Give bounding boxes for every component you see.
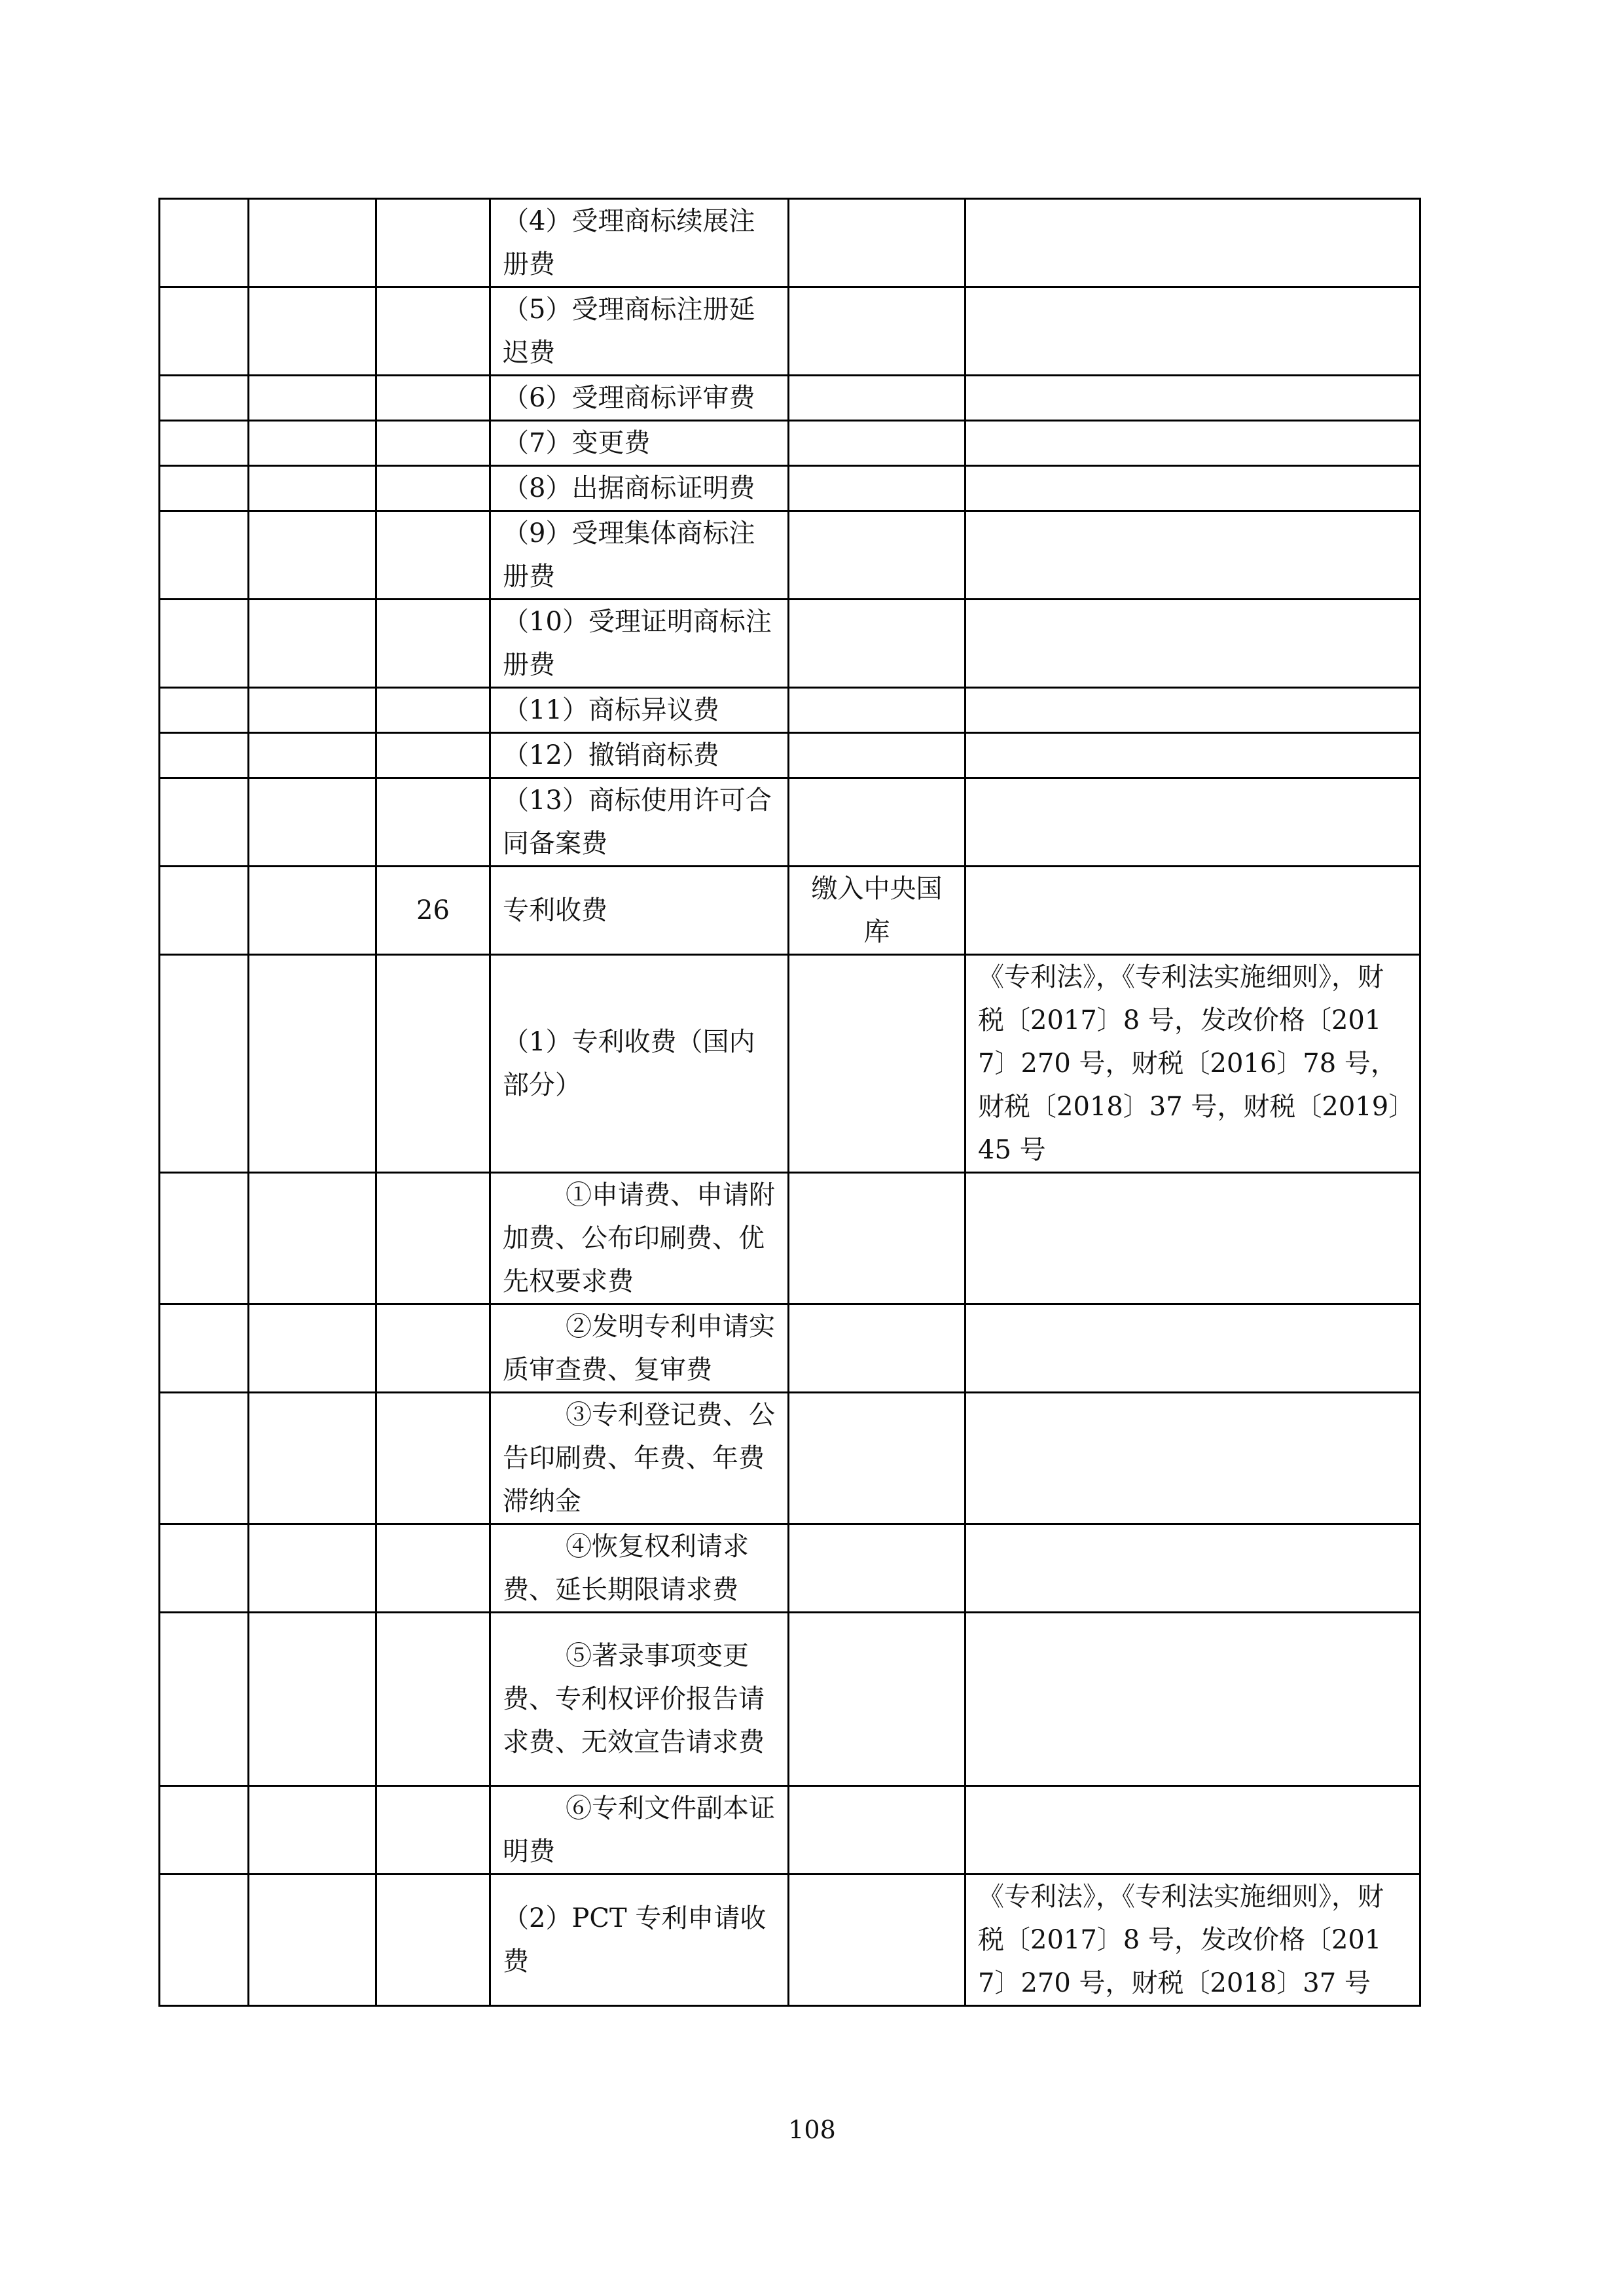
treasury-cell: [789, 1524, 965, 1613]
basis-cell: [965, 511, 1420, 600]
basis-cell: [965, 1786, 1420, 1874]
table-row: [160, 1874, 1420, 2006]
basis-cell: [965, 600, 1420, 688]
page-number: 108: [788, 2115, 836, 2144]
col-1-cell: [160, 287, 249, 376]
fee-name-cell: （6）受理商标评审费: [490, 376, 789, 421]
col-1-cell: [160, 688, 249, 733]
col-1-cell: [160, 466, 249, 511]
basis-cell: [965, 1173, 1420, 1304]
col-2-cell: [249, 199, 376, 287]
item-number-cell: [376, 1173, 490, 1304]
basis-cell: [965, 688, 1420, 733]
item-number-cell: [376, 287, 490, 376]
col-2-cell: [249, 1613, 376, 1786]
fee-name-cell: [490, 1304, 789, 1393]
basis-cell: 《专利法》，《专利法实施细则》，财税〔2017〕8 号，发改价格〔2017〕270 号，财税〔2016〕78 号，财税〔2018〕37 号，财税〔2019〕45 号: [965, 955, 1420, 1173]
col-1-cell: [160, 955, 249, 1173]
basis-cell: [965, 778, 1420, 867]
fee-name-cell: [490, 1173, 789, 1304]
treasury-cell: [789, 733, 965, 778]
col-2-cell: [249, 600, 376, 688]
item-number-cell: [376, 1613, 490, 1786]
col-1-cell: [160, 1304, 249, 1393]
table-row: [160, 600, 1420, 688]
table-row: [160, 1304, 1420, 1393]
table-row: [160, 511, 1420, 600]
item-number-cell: [376, 1393, 490, 1524]
col-1-cell: [160, 199, 249, 287]
treasury-cell: [789, 466, 965, 511]
fee-name-cell: （1）专利收费（国内部分）: [490, 955, 789, 1173]
basis-cell: [965, 733, 1420, 778]
item-number-cell: [376, 376, 490, 421]
col-1-cell: [160, 867, 249, 955]
treasury-cell: [789, 1874, 965, 2006]
col-2-cell: [249, 1524, 376, 1613]
item-number-cell: [376, 955, 490, 1173]
col-1-cell: [160, 421, 249, 466]
treasury-cell: [789, 955, 965, 1173]
treasury-cell: [789, 778, 965, 867]
table-row: [160, 688, 1420, 733]
fee-name-cell: （10）受理证明商标注册费: [490, 600, 789, 688]
col-1-cell: [160, 1524, 249, 1613]
table-row: [160, 733, 1420, 778]
fee-table: [158, 198, 1421, 2007]
table-row: [160, 867, 1420, 955]
item-number-cell: [376, 1874, 490, 2006]
basis-cell: [965, 466, 1420, 511]
fee-name-cell: （5）受理商标注册延迟费: [490, 287, 789, 376]
fee-name-cell: [490, 1393, 789, 1524]
item-number-cell: [376, 421, 490, 466]
basis-cell: [965, 199, 1420, 287]
fee-name-cell: （13）商标使用许可合同备案费: [490, 778, 789, 867]
item-number-cell: [376, 1304, 490, 1393]
item-number-cell: [376, 511, 490, 600]
col-2-cell: [249, 1304, 376, 1393]
fee-name-cell: （2）PCT 专利申请收费: [490, 1874, 789, 2006]
basis-cell: [965, 1613, 1420, 1786]
col-2-cell: [249, 1393, 376, 1524]
col-1-cell: [160, 1173, 249, 1304]
fee-name-cell: （9）受理集体商标注册费: [490, 511, 789, 600]
basis-cell: [965, 1304, 1420, 1393]
treasury-cell: [789, 1304, 965, 1393]
col-2-cell: [249, 1173, 376, 1304]
col-2-cell: [249, 955, 376, 1173]
basis-cell: [965, 1524, 1420, 1613]
item-number-cell: [376, 778, 490, 867]
treasury-cell: [789, 1173, 965, 1304]
col-1-cell: [160, 376, 249, 421]
fee-name-text: ③专利登记费、公告印刷费、年费、年费滞纳金: [503, 1400, 775, 1516]
item-number-cell: [376, 688, 490, 733]
col-1-cell: [160, 511, 249, 600]
col-1-cell: [160, 1393, 249, 1524]
col-2-cell: [249, 733, 376, 778]
fee-name-cell: （8）出据商标证明费: [490, 466, 789, 511]
treasury-cell: [789, 1393, 965, 1524]
fee-name-cell: [490, 1524, 789, 1613]
table-row: [160, 466, 1420, 511]
basis-cell: [965, 867, 1420, 955]
treasury-cell: [789, 511, 965, 600]
table-row: [160, 1173, 1420, 1304]
treasury-cell: [789, 287, 965, 376]
fee-name-cell: （11）商标异议费: [490, 688, 789, 733]
table-row: [160, 1524, 1420, 1613]
basis-cell: [965, 1393, 1420, 1524]
fee-name-cell: （4）受理商标续展注册费: [490, 199, 789, 287]
item-number-cell: [376, 199, 490, 287]
treasury-cell: [789, 600, 965, 688]
treasury-cell: [789, 688, 965, 733]
table-row: [160, 376, 1420, 421]
treasury-cell: [789, 199, 965, 287]
col-1-cell: [160, 1613, 249, 1786]
col-2-cell: [249, 867, 376, 955]
fee-name-cell: （12）撤销商标费: [490, 733, 789, 778]
fee-name-cell: 专利收费: [490, 867, 789, 955]
treasury-cell: [789, 421, 965, 466]
table-row: [160, 287, 1420, 376]
col-2-cell: [249, 688, 376, 733]
col-1-cell: [160, 600, 249, 688]
table-row: [160, 421, 1420, 466]
item-number-cell: [376, 600, 490, 688]
col-1-cell: [160, 1786, 249, 1874]
item-number-cell: [376, 466, 490, 511]
fee-name-text: ①申请费、申请附加费、公布印刷费、优先权要求费: [503, 1180, 775, 1297]
fee-name-text: ④恢复权利请求费、延长期限请求费: [503, 1532, 749, 1605]
treasury-cell: [789, 376, 965, 421]
table-row: [160, 1393, 1420, 1524]
treasury-cell: 缴入中央国库: [789, 867, 965, 955]
col-2-cell: [249, 511, 376, 600]
table-row: [160, 1613, 1420, 1786]
basis-cell: [965, 287, 1420, 376]
item-number-cell: [376, 733, 490, 778]
col-1-cell: [160, 778, 249, 867]
table-row: [160, 778, 1420, 867]
basis-cell: [965, 376, 1420, 421]
item-number-cell: [376, 1786, 490, 1874]
basis-cell: 《专利法》，《专利法实施细则》，财税〔2017〕8 号，发改价格〔2017〕270 号，财税〔2018〕37 号: [965, 1874, 1420, 2006]
fee-name-text: ②发明专利申请实质审查费、复审费: [503, 1312, 775, 1385]
col-1-cell: [160, 733, 249, 778]
col-2-cell: [249, 287, 376, 376]
basis-cell: [965, 421, 1420, 466]
col-2-cell: [249, 421, 376, 466]
col-1-cell: [160, 1874, 249, 2006]
item-number-cell: 26: [376, 867, 490, 955]
col-2-cell: [249, 1874, 376, 2006]
table-row: [160, 955, 1420, 1173]
col-2-cell: [249, 778, 376, 867]
item-number-cell: [376, 1524, 490, 1613]
fee-name-cell: [490, 1613, 789, 1786]
fee-name-cell: [490, 1786, 789, 1874]
fee-name-text: ⑤著录事项变更费、专利权评价报告请求费、无效宣告请求费: [503, 1641, 765, 1757]
col-2-cell: [249, 376, 376, 421]
table-row: [160, 199, 1420, 287]
treasury-cell: [789, 1786, 965, 1874]
table-row: [160, 1786, 1420, 1874]
fee-name-cell: （7）变更费: [490, 421, 789, 466]
treasury-cell: [789, 1613, 965, 1786]
fee-name-text: ⑥专利文件副本证明费: [503, 1793, 775, 1867]
col-2-cell: [249, 1786, 376, 1874]
col-2-cell: [249, 466, 376, 511]
